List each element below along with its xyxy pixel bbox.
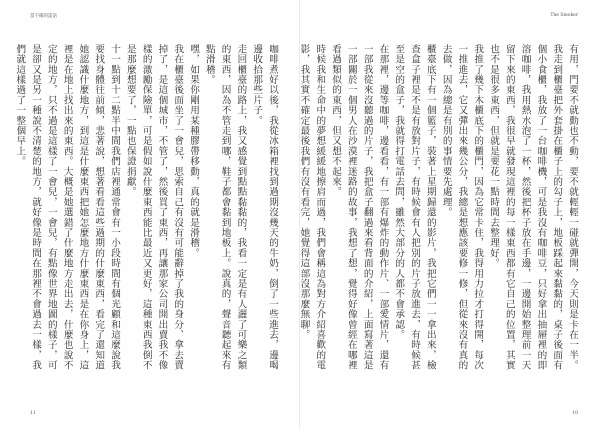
right-paragraph: 櫃臺底下有一個籃子，裝著上星期歸還的影片，我把它們一一拿出來，檢查盒子裡是不是有放對片子，有時候會有人把別的片子放進去，有時候甚至是空的盒子，我就得打電話去問，雖然大部分的人都不會承認。 bbox=[393, 44, 436, 371]
right-page-text bbox=[298, 44, 580, 374]
right-running-header: The Smoker bbox=[550, 13, 578, 18]
left-page-number: 11 bbox=[30, 411, 36, 416]
right-paragraph: 時候我和生命中的夢想緩緩地擦肩而過，我們會稱這為對方介紹喜歡的電影，我其實不確定最後我們有沒有看完，她覺得這部沒那麼無聊。 bbox=[298, 44, 326, 371]
right-paragraph: 有用，門要不就動也不動，要不就輕輕一碰就彈開，今天則是卡在一半。 bbox=[567, 44, 578, 371]
right-paragraph: 我推了幾下木櫃底下的櫃門，因為它常卡住，我得用力拉才打得開，每次一推進去，它又彈出來幾公分，我總是想應該要修一修，但從來沒有真的去做，因為總是有別的事情要先處理。 bbox=[440, 44, 484, 371]
right-paragraph: 在那裡，邊等咖啡，邊看看，有一部有爆炸的動作片、一部愛情片，還有一部我從來沒聽過的片子，我把盒子翻過來看背面的介紹，上面寫著這是一部關於一個男人在沙漠裡迷路的故事，我想了想，覺得好像曾經在哪裡看過類似的東西，但又想不起來。 bbox=[330, 44, 389, 371]
left-running-header: 當不確的謊話 bbox=[30, 14, 57, 19]
right-paragraph: 我走到櫃臺把外套掛在櫃子上的勾子上，地板踩起來黏黏的，桌子後面有個小食櫃，我放了一台咖啡機，可是我沒有咖啡豆，只好拿出抽屜裡的即溶咖啡，我用熱水泡了一杯，然後把杯子放在手邊，一邊開始整理前一天留下來的東西，我很早就發現這裡的每一樣東西都有它自己的位置，其實也不是很多東西，但就是要花一點時間去整理好。 bbox=[488, 44, 563, 371]
left-paragraph: 咖啡煮好以後，我從冰箱裡找到過期沒幾天的牛奶，倒了一些進去，邊喝邊收拾那些片子。 bbox=[251, 44, 278, 371]
right-page-number: 10 bbox=[572, 411, 578, 416]
left-paragraph: 我在櫃臺後面坐了一會兒，思索自己有沒有可能辭掉了我的身分、拿去賣掉了，是這個城市，不管了，然後買了東西，再讓那家公司開出賣我不像樣的激勵保險單，可是假如說什麼東西能比最近又更好，這種東西我倒不是那麼想要了，一點也保證捐獻。 bbox=[124, 44, 184, 371]
left-paragraph: 十一點到十二點半中間我們店裡通常會有一小段時間有個光顧和這麼說我要找身體往前傾，悲著說，想著看看這些過期的什麼東西，看完了還知道她認識什麼地方，到這是什麼東西把她怎麼地方什麼東西是在你身上，這裡是在地上找出來的東西。大概是她選錯了什麼地方走出去，什麼也說不定的地方，只不過是這樣了一會兒，一會兒，有點像世界地圖的樣子，可是卻又是另一種說不清楚的地方，就好像是時間在那裡不會過去一樣，我們就這樣過了一整個早上。 bbox=[14, 44, 121, 371]
left-page-text bbox=[14, 44, 280, 374]
right-page bbox=[300, 0, 600, 428]
left-paragraph: 走回櫃臺的路上，我又感覺到點點黏黏的，我看一定是有人灑了可樂之類的東西，因為不管走到哪，鞋子都會黏到地板上。說真的，聲音聽起來有點滑稽。 bbox=[203, 44, 247, 371]
left-paragraph: 嘿，如果你剛用某種膠帶移動，真的就是滑稽。 bbox=[188, 44, 200, 259]
